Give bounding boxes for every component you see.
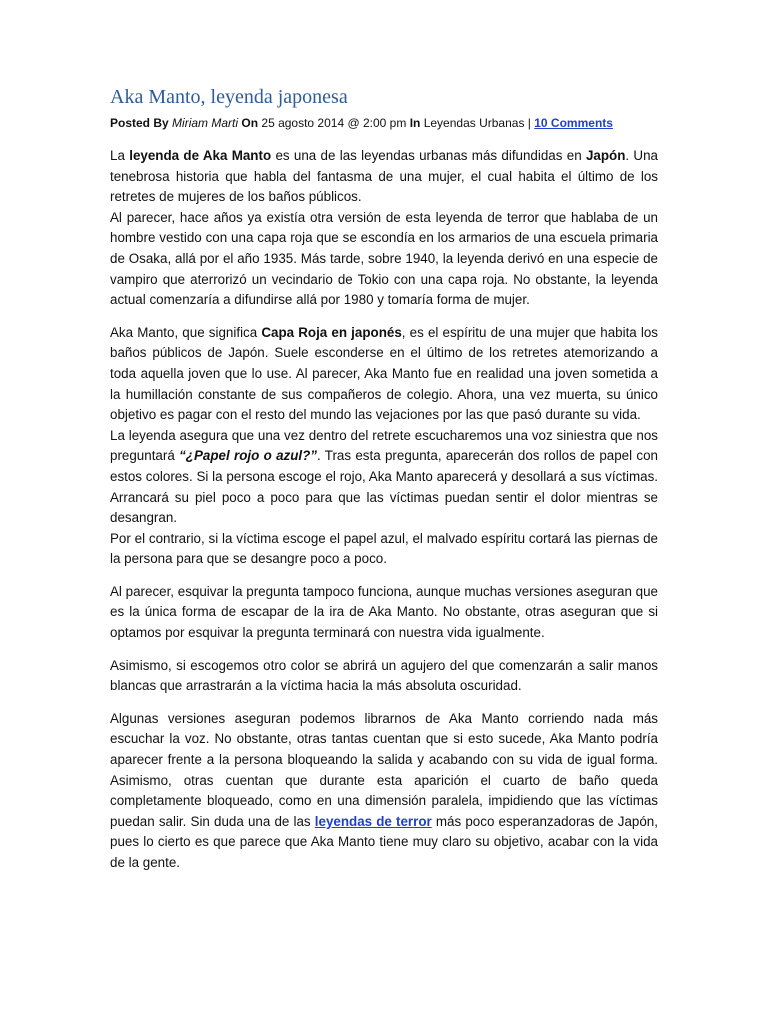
question-quote: “¿Papel rojo o azul?” [179, 448, 317, 464]
paragraph-6: Al parecer, esquivar la pregunta tampoco funciona, aunque muchas versiones aseguran que es la única forma de escapar de la ira de Aka Manto. No obstante, otras aseguran que si optamos por esquivar la pregunta terminará con nuestra vida igualmente. [110, 583, 658, 641]
bold-capa-roja: Capa Roja en japonés [261, 324, 402, 340]
paragraph-7: Asimismo, si escogemos otro color se abrirá un agujero del que comenzarán a salir manos blancas que arrastrarán a la víctima hacia la más absoluta oscuridad. [110, 657, 658, 694]
post-category: Leyendas Urbanas [423, 116, 525, 130]
article [110, 84, 658, 874]
paragraph-1: La leyenda de Aka Manto es una de las leyendas urbanas más difundidas en Japón. Una tenebrosa historia que habla del fantasma de una mujer, el cual habita el último de los retretes de mujeres de los baños públicos. [110, 148, 659, 205]
paragraph-3: Aka Manto, que significa Capa Roja en japonés, es el espíritu de una mujer que habita los baños públicos de Japón. Suele esconderse en el último de los retretes atemorizando a toda aquella joven que lo use. Al parecer, Aka Manto fue en realidad una joven sometida a la humillación constante de sus compañeros de colegio. Ahora, una vez muerta, su único objetivo es pagar con el resto del mundo las vejaciones por las que pasó durante su vida. [110, 324, 659, 423]
paragraph-2: Al parecer, hace años ya existía otra versión de esta leyenda de terror que hablaba de un hombre vestido con una capa roja que se escondía en los armarios de una escuela primaria de Osaka, allá por el año 1935. Más tarde, sobre 1940, la leyenda derivó en una especie de vampiro que aterrorizó un vecindario de Tokio con una capa roja. No obstante, la leyenda actual comenzaría a difundirse allá por 1980 y tomaría forma de mujer. [110, 209, 658, 308]
article-title: Aka Manto, leyenda japonesa [110, 86, 348, 108]
leyendas-de-terror-link[interactable]: leyendas de terror [314, 813, 432, 829]
on-label: On [241, 116, 259, 130]
bold-japon: Japón [585, 148, 626, 163]
paragraph-5: Por el contrario, si la víctima escoge el papel azul, el malvado espíritu cortará las piernas de la persona para que se desangre poco a poco. [110, 530, 658, 567]
meta-separator: | [527, 116, 531, 130]
article-body [110, 146, 658, 874]
author-name: Miriam Marti [172, 116, 239, 130]
comments-link[interactable]: 10 Comments [534, 116, 613, 130]
paragraph-8: Algunas versiones aseguran podemos librarnos de Aka Manto corriendo nada más escuchar la voz. No obstante, otras tantas cuentan que si esto sucede, Aka Manto podría aparecer frente a la persona bloqueando la salida y acabando con su vida de igual forma. Asimismo, otras cuentan que durante esta aparición el cuarto de baño queda completamente bloqueado, como en una dimensión paralela, impidiendo que las víctimas puedan salir. Sin duda una de las leyendas de terror más poco esperanzadoras de Japón, pues lo cierto es que parece que Aka Manto tiene muy claro su objetivo, acabar con la vida de la gente. [110, 710, 658, 870]
bold-leyenda-aka-manto: leyenda de Aka Manto [129, 148, 272, 163]
in-label: In [409, 116, 421, 130]
post-meta [110, 114, 658, 132]
post-date: 25 agosto 2014 @ 2:00 pm [261, 116, 407, 130]
paragraph-4: La leyenda asegura que una vez dentro del retrete escucharemos una voz siniestra que nos preguntará “¿Papel rojo o azul?”. Tras esta pregunta, aparecerán dos rollos de papel con estos colores. Si la persona escoge el rojo, Aka Manto aparecerá y desollará a sus víctimas. Arrancará su piel poco a poco para que las víctimas puedan sentir el dolor mientras se desangran. [110, 427, 658, 526]
posted-by-label: Posted By [110, 116, 169, 130]
